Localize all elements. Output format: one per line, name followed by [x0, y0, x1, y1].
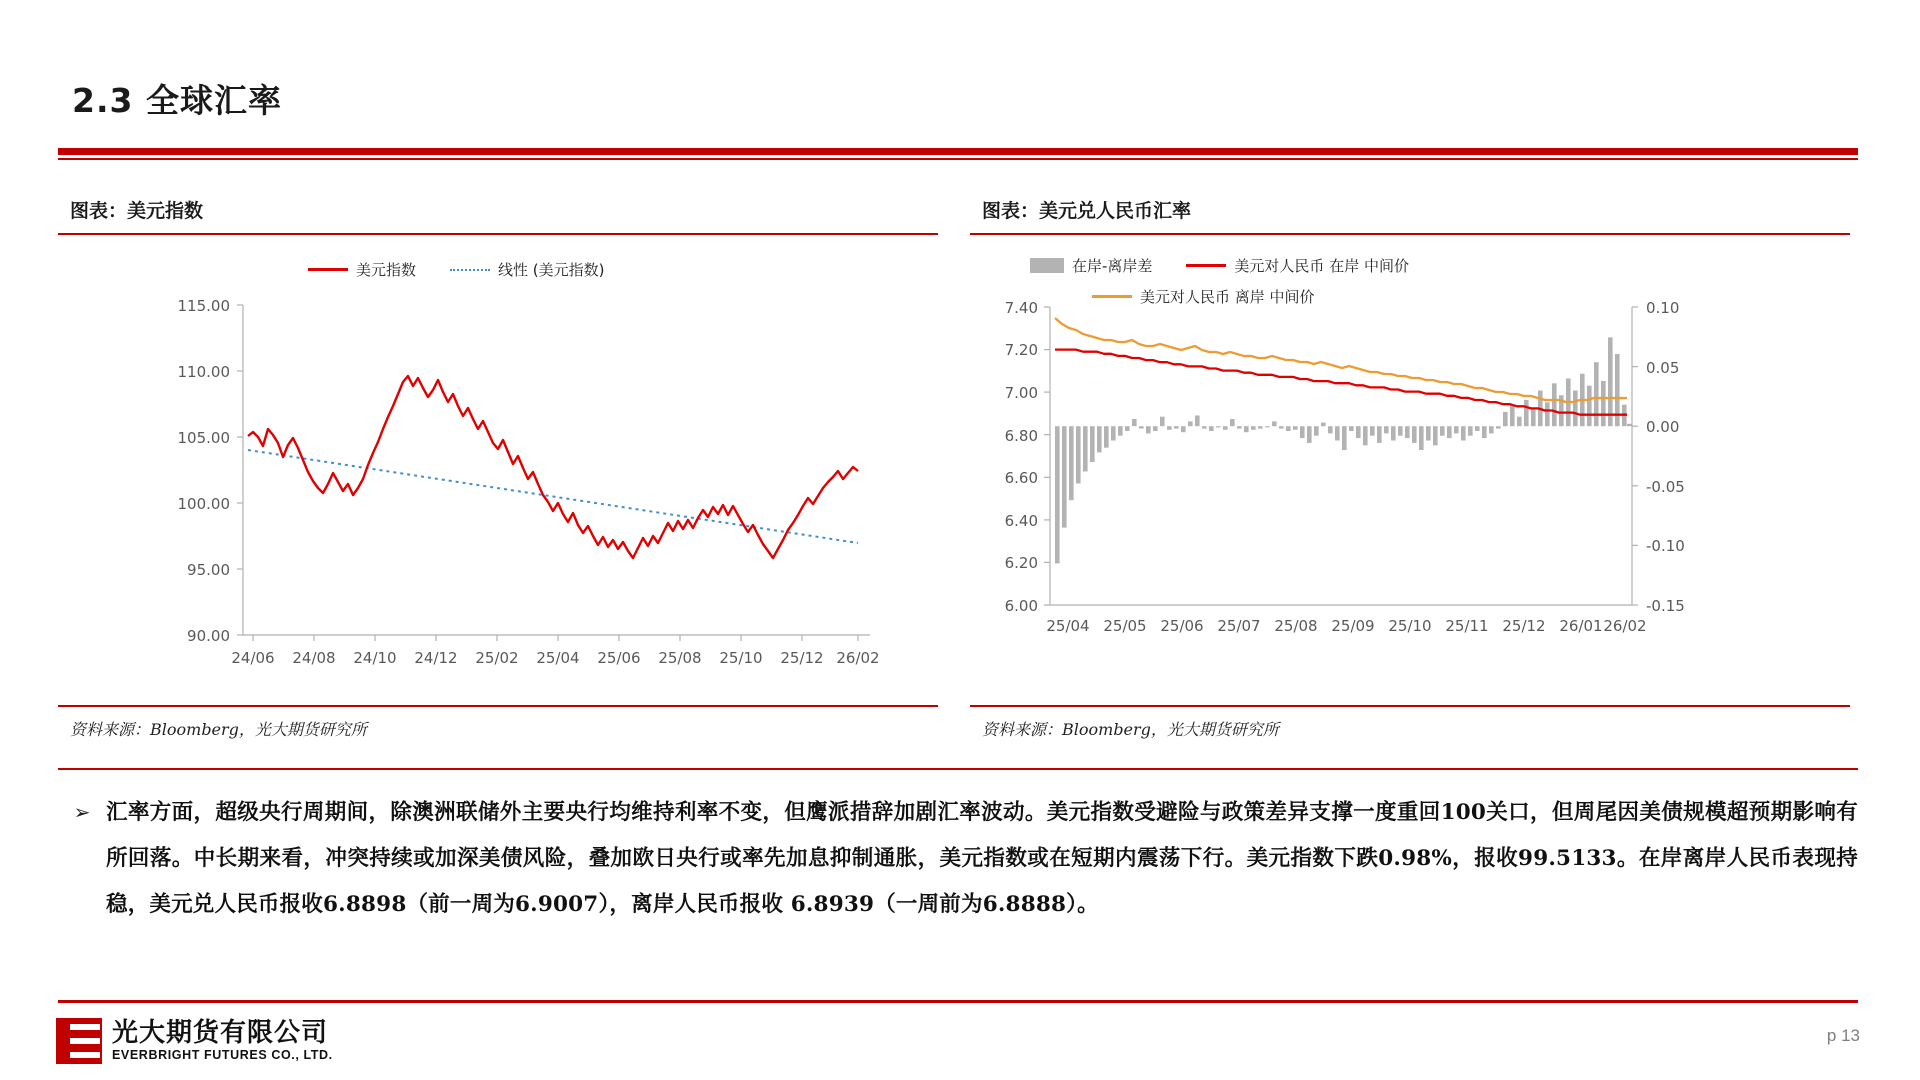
legend-label: 线性 (美元指数) — [498, 261, 605, 279]
svg-text:-0.15: -0.15 — [1646, 597, 1685, 615]
legend-item-onshore-offshore-spread — [1030, 255, 1152, 276]
svg-text:90.00: 90.00 — [187, 627, 230, 645]
svg-text:105.00: 105.00 — [177, 429, 230, 447]
svg-text:24/06: 24/06 — [231, 649, 275, 667]
legend-item-onshore-fix — [1186, 255, 1409, 276]
svg-text:25/07: 25/07 — [1217, 617, 1261, 635]
svg-text:115.00: 115.00 — [177, 297, 230, 315]
svg-text:-0.10: -0.10 — [1646, 537, 1685, 555]
svg-text:0.05: 0.05 — [1646, 359, 1680, 377]
page-title: 2.3 全球汇率 — [72, 81, 282, 120]
svg-text:6.00: 6.00 — [1004, 597, 1038, 615]
legend-item-linear-trend — [450, 259, 604, 280]
svg-text:110.00: 110.00 — [177, 363, 230, 381]
legend-label: 美元指数 — [356, 261, 417, 279]
legend-label: 在岸-离岸差 — [1072, 257, 1153, 275]
svg-text:6.80: 6.80 — [1004, 427, 1038, 445]
svg-text:25/11: 25/11 — [1445, 617, 1489, 635]
title-rule-thick — [58, 148, 1858, 155]
spread-bars — [1055, 337, 1632, 563]
svg-text:24/10: 24/10 — [353, 649, 397, 667]
svg-text:25/10: 25/10 — [719, 649, 763, 667]
svg-text:25/10: 25/10 — [1388, 617, 1432, 635]
right-chart-svg — [970, 297, 1850, 717]
svg-text:25/08: 25/08 — [1274, 617, 1318, 635]
svg-text:26/02: 26/02 — [836, 649, 880, 667]
chart-panel-usdcny — [970, 196, 1850, 742]
commentary-block — [58, 790, 1858, 928]
svg-text:95.00: 95.00 — [187, 561, 230, 579]
svg-text:7.00: 7.00 — [1004, 384, 1038, 402]
svg-text:25/06: 25/06 — [1160, 617, 1204, 635]
company-logo — [56, 1018, 333, 1064]
legend-label: 美元对人民币 离岸 中间价 — [1140, 288, 1315, 306]
svg-text:25/12: 25/12 — [780, 649, 824, 667]
svg-text:25/05: 25/05 — [1103, 617, 1147, 635]
left-panel-source: 资料来源：Bloomberg，光大期货研究所 — [70, 720, 367, 739]
svg-text:24/08: 24/08 — [292, 649, 336, 667]
left-chart-legend — [308, 259, 605, 280]
svg-text:25/02: 25/02 — [475, 649, 519, 667]
right-chart-body — [970, 235, 1850, 705]
svg-text:24/12: 24/12 — [414, 649, 458, 667]
legend-bar-icon — [1030, 258, 1064, 273]
svg-text:25/04: 25/04 — [1046, 617, 1090, 635]
legend-item-dollar-index — [308, 259, 416, 280]
svg-text:6.20: 6.20 — [1004, 554, 1038, 572]
left-chart-svg — [58, 285, 938, 705]
company-name-en: EVERBRIGHT FUTURES CO., LTD. — [112, 1047, 333, 1062]
svg-text:25/04: 25/04 — [536, 649, 580, 667]
chart-panel-dollar-index — [58, 196, 938, 742]
legend-line-icon — [308, 268, 348, 271]
svg-text:7.20: 7.20 — [1004, 341, 1038, 359]
right-panel-source: 资料来源：Bloomberg，光大期货研究所 — [982, 720, 1279, 739]
svg-text:25/09: 25/09 — [1331, 617, 1375, 635]
body-rule-top — [58, 768, 1858, 770]
right-panel-heading: 图表：美元兑人民币汇率 — [982, 200, 1192, 222]
footer-rule — [58, 1000, 1858, 1003]
svg-text:26/01: 26/01 — [1559, 617, 1603, 635]
commentary-paragraph: 汇率方面，超级央行周期间，除澳洲联储外主要央行均维持利率不变，但鹰派措辞加剧汇率波动。美元指数受避险与政策差异支撑一度重回100关口，但周尾因美债规模超预期影响有所回落。中长期来看，冲突持续或加深美债风险，叠加欧日央行或率先加息抑制通胀，美元指数或在短期内震荡下行。美元指数下跌0.98%，报收99.5133。在岸离岸人民币表现持稳，美元兑人民币报收6.8898（前一周为6.9007），离岸人民币报收 6.8939（一周前为6.8888）。 — [106, 800, 1858, 917]
svg-text:0.00: 0.00 — [1646, 418, 1680, 436]
svg-text:0.10: 0.10 — [1646, 299, 1680, 317]
left-chart-body — [58, 235, 938, 705]
company-name-cn: 光大期货有限公司 — [112, 1018, 329, 1049]
legend-dotted-line-icon — [450, 269, 490, 271]
legend-line-icon — [1186, 264, 1226, 267]
svg-text:26/02: 26/02 — [1603, 617, 1647, 635]
bullet-marker-icon: ➢ — [73, 802, 91, 824]
svg-text:6.60: 6.60 — [1004, 469, 1038, 487]
svg-text:25/06: 25/06 — [597, 649, 641, 667]
left-panel-heading: 图表：美元指数 — [70, 200, 204, 222]
svg-text:25/08: 25/08 — [658, 649, 702, 667]
svg-text:6.40: 6.40 — [1004, 512, 1038, 530]
svg-text:-0.05: -0.05 — [1646, 478, 1685, 496]
legend-label: 美元对人民币 在岸 中间价 — [1234, 257, 1409, 275]
everbright-logo-icon — [56, 1018, 102, 1064]
svg-text:7.40: 7.40 — [1004, 299, 1038, 317]
title-rule-thin — [58, 158, 1858, 160]
page-number: p 13 — [1826, 1026, 1860, 1045]
svg-text:100.00: 100.00 — [177, 495, 230, 513]
svg-text:25/12: 25/12 — [1502, 617, 1546, 635]
